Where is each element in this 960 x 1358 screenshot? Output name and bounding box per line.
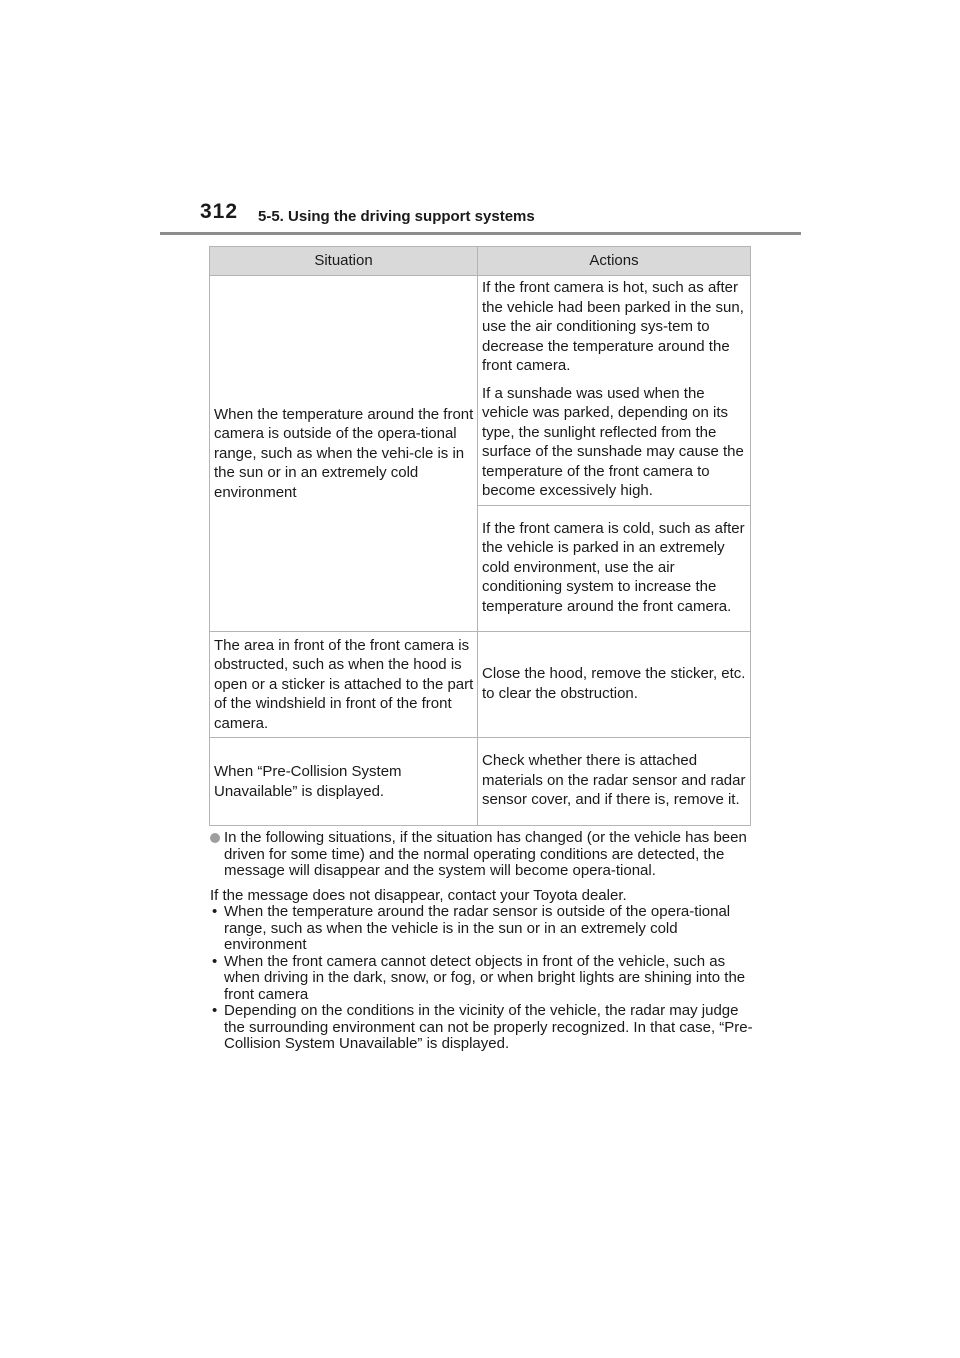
action-cell: If the front camera is cold, such as after the vehicle is parked in an extremely cold environment, use the air conditioning system to increase the temperature around the front camera. <box>478 506 751 632</box>
list-item-text: Depending on the conditions in the vicinity of the vehicle, the radar may judge the surrounding environment can not be properly recognized. In that case, “Pre-Collision System Unavailable” is displayed. <box>224 1002 753 1052</box>
situation-cell: The area in front of the front camera is obstructed, such as when the hood is open or a sticker is attached to the part of the windshield in front of the front camera. <box>210 632 478 738</box>
list-item <box>210 954 755 1004</box>
section-title: 5-5. Using the driving support systems <box>258 208 535 225</box>
table-row <box>210 276 751 506</box>
notes-section <box>210 830 755 1053</box>
note-bullet <box>210 830 755 880</box>
page-number: 312 <box>200 200 239 223</box>
list-item-text: When the front camera cannot detect objects in front of the vehicle, such as when driving in the dark, snow, or fog, or when bright lights are shining into the front camera <box>224 952 746 1003</box>
header-situation: Situation <box>210 247 478 276</box>
situation-actions-table <box>209 246 751 826</box>
header-rule <box>160 232 801 235</box>
table-header-row <box>210 247 751 276</box>
header-actions: Actions <box>478 247 751 276</box>
list-marker: • <box>212 1002 218 1019</box>
action-cell <box>478 276 751 506</box>
list-marker: • <box>212 903 218 920</box>
list-item <box>210 904 755 954</box>
list-marker: • <box>212 952 218 970</box>
note-bullet-text: In the following situations, if the situation has changed (or the vehicle has been driven for some time) and the normal operating conditions are detected, the message will disappear and the system will become opera-tional. <box>224 829 747 879</box>
table-row <box>210 738 751 826</box>
situation-cell: When “Pre-Collision System Unavailable” is displayed. <box>210 738 478 826</box>
table-row <box>210 632 751 738</box>
action-cell: Check whether there is attached materials on the radar sensor and radar sensor cover, and if there is, remove it. <box>478 738 751 826</box>
list-item-text: When the temperature around the radar sensor is outside of the opera-tional range, such as when the vehicle is in the sun or in an extremely cold environment <box>224 903 731 953</box>
action-text: If the front camera is hot, such as after the vehicle had been parked in the sun, use the air conditioning sys-tem to decrease the temperature around the front camera. <box>482 279 744 375</box>
list-item <box>210 1003 755 1053</box>
bullet-dot-icon <box>210 833 220 843</box>
page-header <box>200 200 800 236</box>
situation-cell: When the temperature around the front camera is outside of the opera-tional range, such as when the vehi-cle is in the sun or in an extremely cold environment <box>210 276 478 632</box>
action-text: If a sunshade was used when the vehicle was parked, depending on its type, the sunlight reflected from the surface of the sunshade may cause the temperature of the front camera to become excessively high. <box>482 384 744 500</box>
action-cell: Close the hood, remove the sticker, etc. to clear the obstruction. <box>478 632 751 738</box>
situations-list <box>210 904 755 1053</box>
dealer-paragraph: If the message does not disappear, contact your Toyota dealer. <box>210 886 627 904</box>
